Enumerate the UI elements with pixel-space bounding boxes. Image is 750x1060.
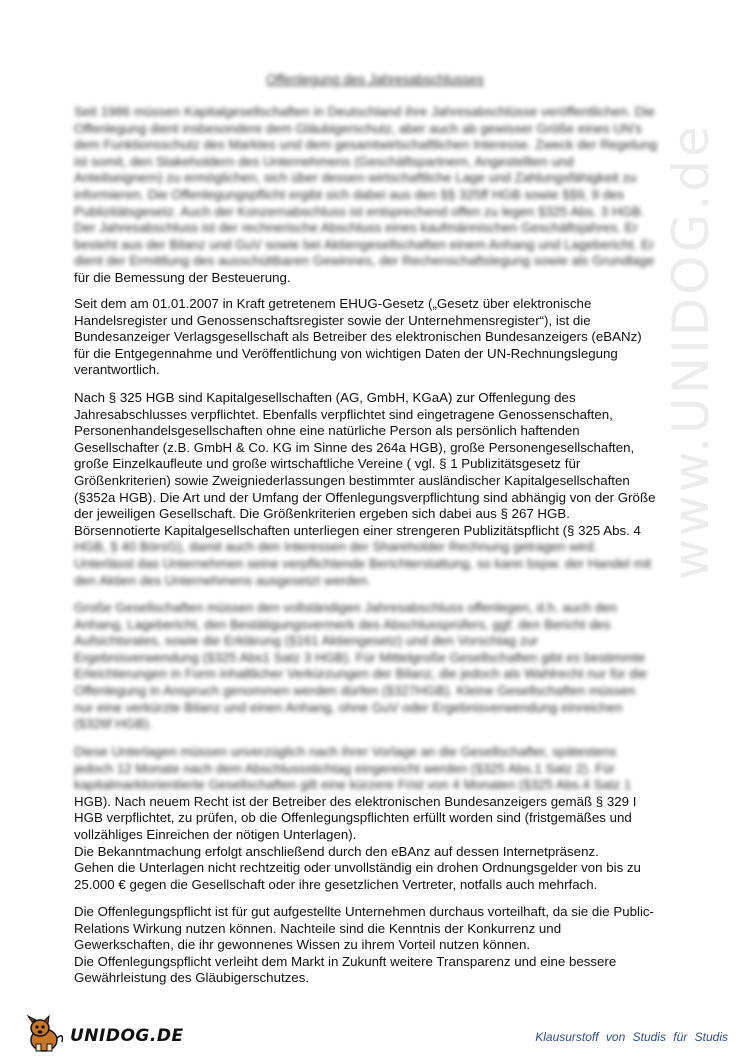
paragraph-1 [74,104,682,287]
paragraph-2 [74,296,682,379]
text-line: Größenkriterien) sowie Zweigniederlassungen bestimmter ausländischer Kapitalgesellschaften [74,472,630,488]
footer-logo[interactable] [22,1014,182,1054]
text-line: dient der Ermittlung des ausschüttbaren Gewinnes, der Rechenschaftslegung sowie als Grundlage [74,253,655,269]
text-line: Offenlegung in Anspruch genommen werden dürfen (§327HGB). Kleine Gesellschaften müssen [74,682,636,698]
text-line: Personenhandelsgesellschaften ohne eine natürliche Person als persönlich haftenden [74,423,580,439]
text-line: Gehen die Unterlagen nicht rechtzeitig oder unvollständig ein drohen Ordnungsgelder von bis zu [74,860,641,876]
text-line: große Einzelkaufleute und große wirtschaftliche Vereine ( vgl. § 1 Publizitätsgesetz für [74,456,581,472]
text-line: der jeweiligen Gesellschaft. Die Größenkriterien ergeben sich dabei aus § 267 HGB. [74,506,570,522]
text-line: kapitalmarktorientierte Gesellschaften gilt eine kürzere Frist von 4 Monaten (§325 Abs.4 Satz 1 [74,777,632,793]
text-line: Seit 1986 müssen Kapitalgesellschaften in Deutschland ihre Jahresabschlüsse veröffentlichen. Die [74,104,655,119]
text-line: 25.000 € gegen die Gesellschaft oder ihre gesetzlichen Vertreter, notfalls auch mehrfach. [74,876,598,892]
text-line: Anhang, Lagebericht, den Bestätigungsvermerk des Abschlussprüfers, ggf. den Bericht des [74,616,611,632]
watermark: www.UNIDOG.de [662,123,720,580]
footer-tagline: Klausurstoff von Studis für Studis [535,1030,728,1044]
text-line: (§352a HGB). Die Art und der Umfang der Offenlegungsverpflichtung sind abhängig von der Größe [74,489,656,505]
text-line: HGB, § 40 BörsG), damit auch den Interessen der Shareholder Rechnung getragen wird. [74,539,598,555]
text-line: Publizitätsgesetz. Auch der Konzernabschluss ist entsprechend offen zu legen §325 Abs. 3 HGB. [74,203,645,219]
text-line: Handelsregister und Genossenschaftsregister sowie der Unternehmensregister“), ist die [74,312,591,328]
document-title: Offenlegung des Jahresabschlusses [266,72,484,87]
text-line: Jahresabschlusses verpflichtet. Ebenfalls verpflichtet sind eingetragene Genossenschaften, [74,406,613,422]
text-line: für die Entgegennahme und Veröffentlichung von wichtigen Daten der UN-Rechnungslegung [74,345,618,361]
text-line: für die Bemessung der Besteuerung. [74,269,291,285]
text-line: Bundesanzeiger Verlagsgesellschaft als Betreiber des elektronischen Bundesanzeigers (eBANz) [74,329,642,345]
footer-brand: UNIDOG.DE [70,1026,184,1046]
paragraph-3 [74,390,682,589]
text-line: Die Bekanntmachung erfolgt anschließend durch den eBAnz auf dessen Internetpräsenz. [74,843,599,859]
text-line: HGB). Nach neuem Recht ist der Betreiber des elektronischen Bundesanzeigers gemäß § 329 I [74,793,637,809]
text-line: Ergebnisverwendung (§325 Abs1 Satz 3 HGB). Für Mittelgroße Gesellschaften gibt es bestimmte [74,649,646,665]
paragraph-6 [74,904,682,987]
text-line: ist somit, den Stakeholdern des Unternehmens (Geschäftspartnern, Angestellten und [74,153,574,169]
text-line: Börsennotierte Kapitalgesellschaften unterliegen einer strengeren Publizitätspflicht (§ 325 Abs. 4 [74,522,641,538]
text-line: nur eine verkürzte Bilanz und einen Anhang, ohne GuV oder Ergebnisverwendung einreichen [74,699,623,715]
text-line: Relations Wirkung nutzen können. Nachteile sind die Kenntnis der Konkurrenz und [74,920,562,936]
text-line: Gewährleistung des Gläubigerschutzes. [74,970,310,986]
text-line: Anteilseignern) zu ermöglichen, sich über dessen wirtschaftliche Lage und Zahlungsfähigkeit zu [74,170,637,186]
text-line: vollzähliges Einreichen der nötigen Unterlagen). [74,826,357,842]
text-line: Die Offenlegungspflicht ist für gut aufgestellte Unternehmen durchaus vorteilhaft, da sie die Public- [74,904,654,919]
text-line: Die Offenlegungspflicht verleiht dem Markt in Zukunft weitere Transparenz und eine bessere [74,953,617,969]
text-line: Diese Unterlagen müssen unverzüglich nach ihrer Vorlage an die Gesellschafter, spätestens [74,744,617,759]
text-line: Erleichterungen in Form inhaltlicher Verkürzungen der Bilanz, die jedoch als Wahlrecht nur für die [74,666,648,682]
text-line: Unterlässt das Unternehmen seine verpflichtende Berichterstattung, so kann bspw. der Handel mit [74,555,652,571]
text-line: Aufsichtsrates, sowie die Erklärung (§161 Aktiengesetz) und den Vorschlag zur [74,633,539,649]
text-line: verantwortlich. [74,362,160,378]
text-line: jedoch 12 Monate nach dem Abschlussstichtag eingereicht werden (§325 Abs.1 Satz 2). Für [74,760,616,776]
text-line: Gewerkschaften, die ihr gewonnenes Wissen zu ihrem Vorteil nutzen können. [74,937,531,953]
text-line: informieren. Die Offenlegungspflicht ergibt sich dabei aus den §§ 325ff HGB sowie §§9, 9 des [74,186,625,202]
text-line: Offenlegung dient insbesondere dem Gläubigerschutz, aber auch ab gewisser Größe eines UN's [74,120,642,136]
text-line: (§326f HGB). [74,716,153,732]
text-line: Große Gesellschaften müssen den vollständigen Jahresabschluss offenlegen, d.h. auch den [74,600,618,615]
paragraph-5 [74,744,682,893]
text-line: HGB verpflichtet, zu prüfen, ob die Offenlegungspflichten erfüllt worden sind (fristgemäßes und [74,810,632,826]
text-line: besteht aus der Bilanz und GuV sowie bei Aktiengesellschaften einem Anhang und Lagebericht. Er [74,236,655,252]
dog-mascot-icon [22,1014,66,1054]
text-line: Gesellschafter (z.B. GmbH & Co. KG im Sinne des 264a HGB), große Personengesellschaften, [74,439,635,455]
text-line: Nach § 325 HGB sind Kapitalgesellschaften (AG, GmbH, KGaA) zur Offenlegung des [74,390,576,405]
text-line: Seit dem am 01.01.2007 in Kraft getretenem EHUG-Gesetz („Gesetz über elektronische [74,296,592,311]
paragraph-4 [74,600,682,733]
text-line: Der Jahresabschluss ist der rechnerische Abschluss eines kaufmännischen Geschäftsjahres. Er [74,220,638,236]
text-line: den Aktien des Unternehmens ausgesetzt werden. [74,572,372,588]
text-line: dem Funktionsschutz des Marktes und dem gesamtwirtschaftlichen Interesse. Zweck der Regelung [74,137,658,153]
